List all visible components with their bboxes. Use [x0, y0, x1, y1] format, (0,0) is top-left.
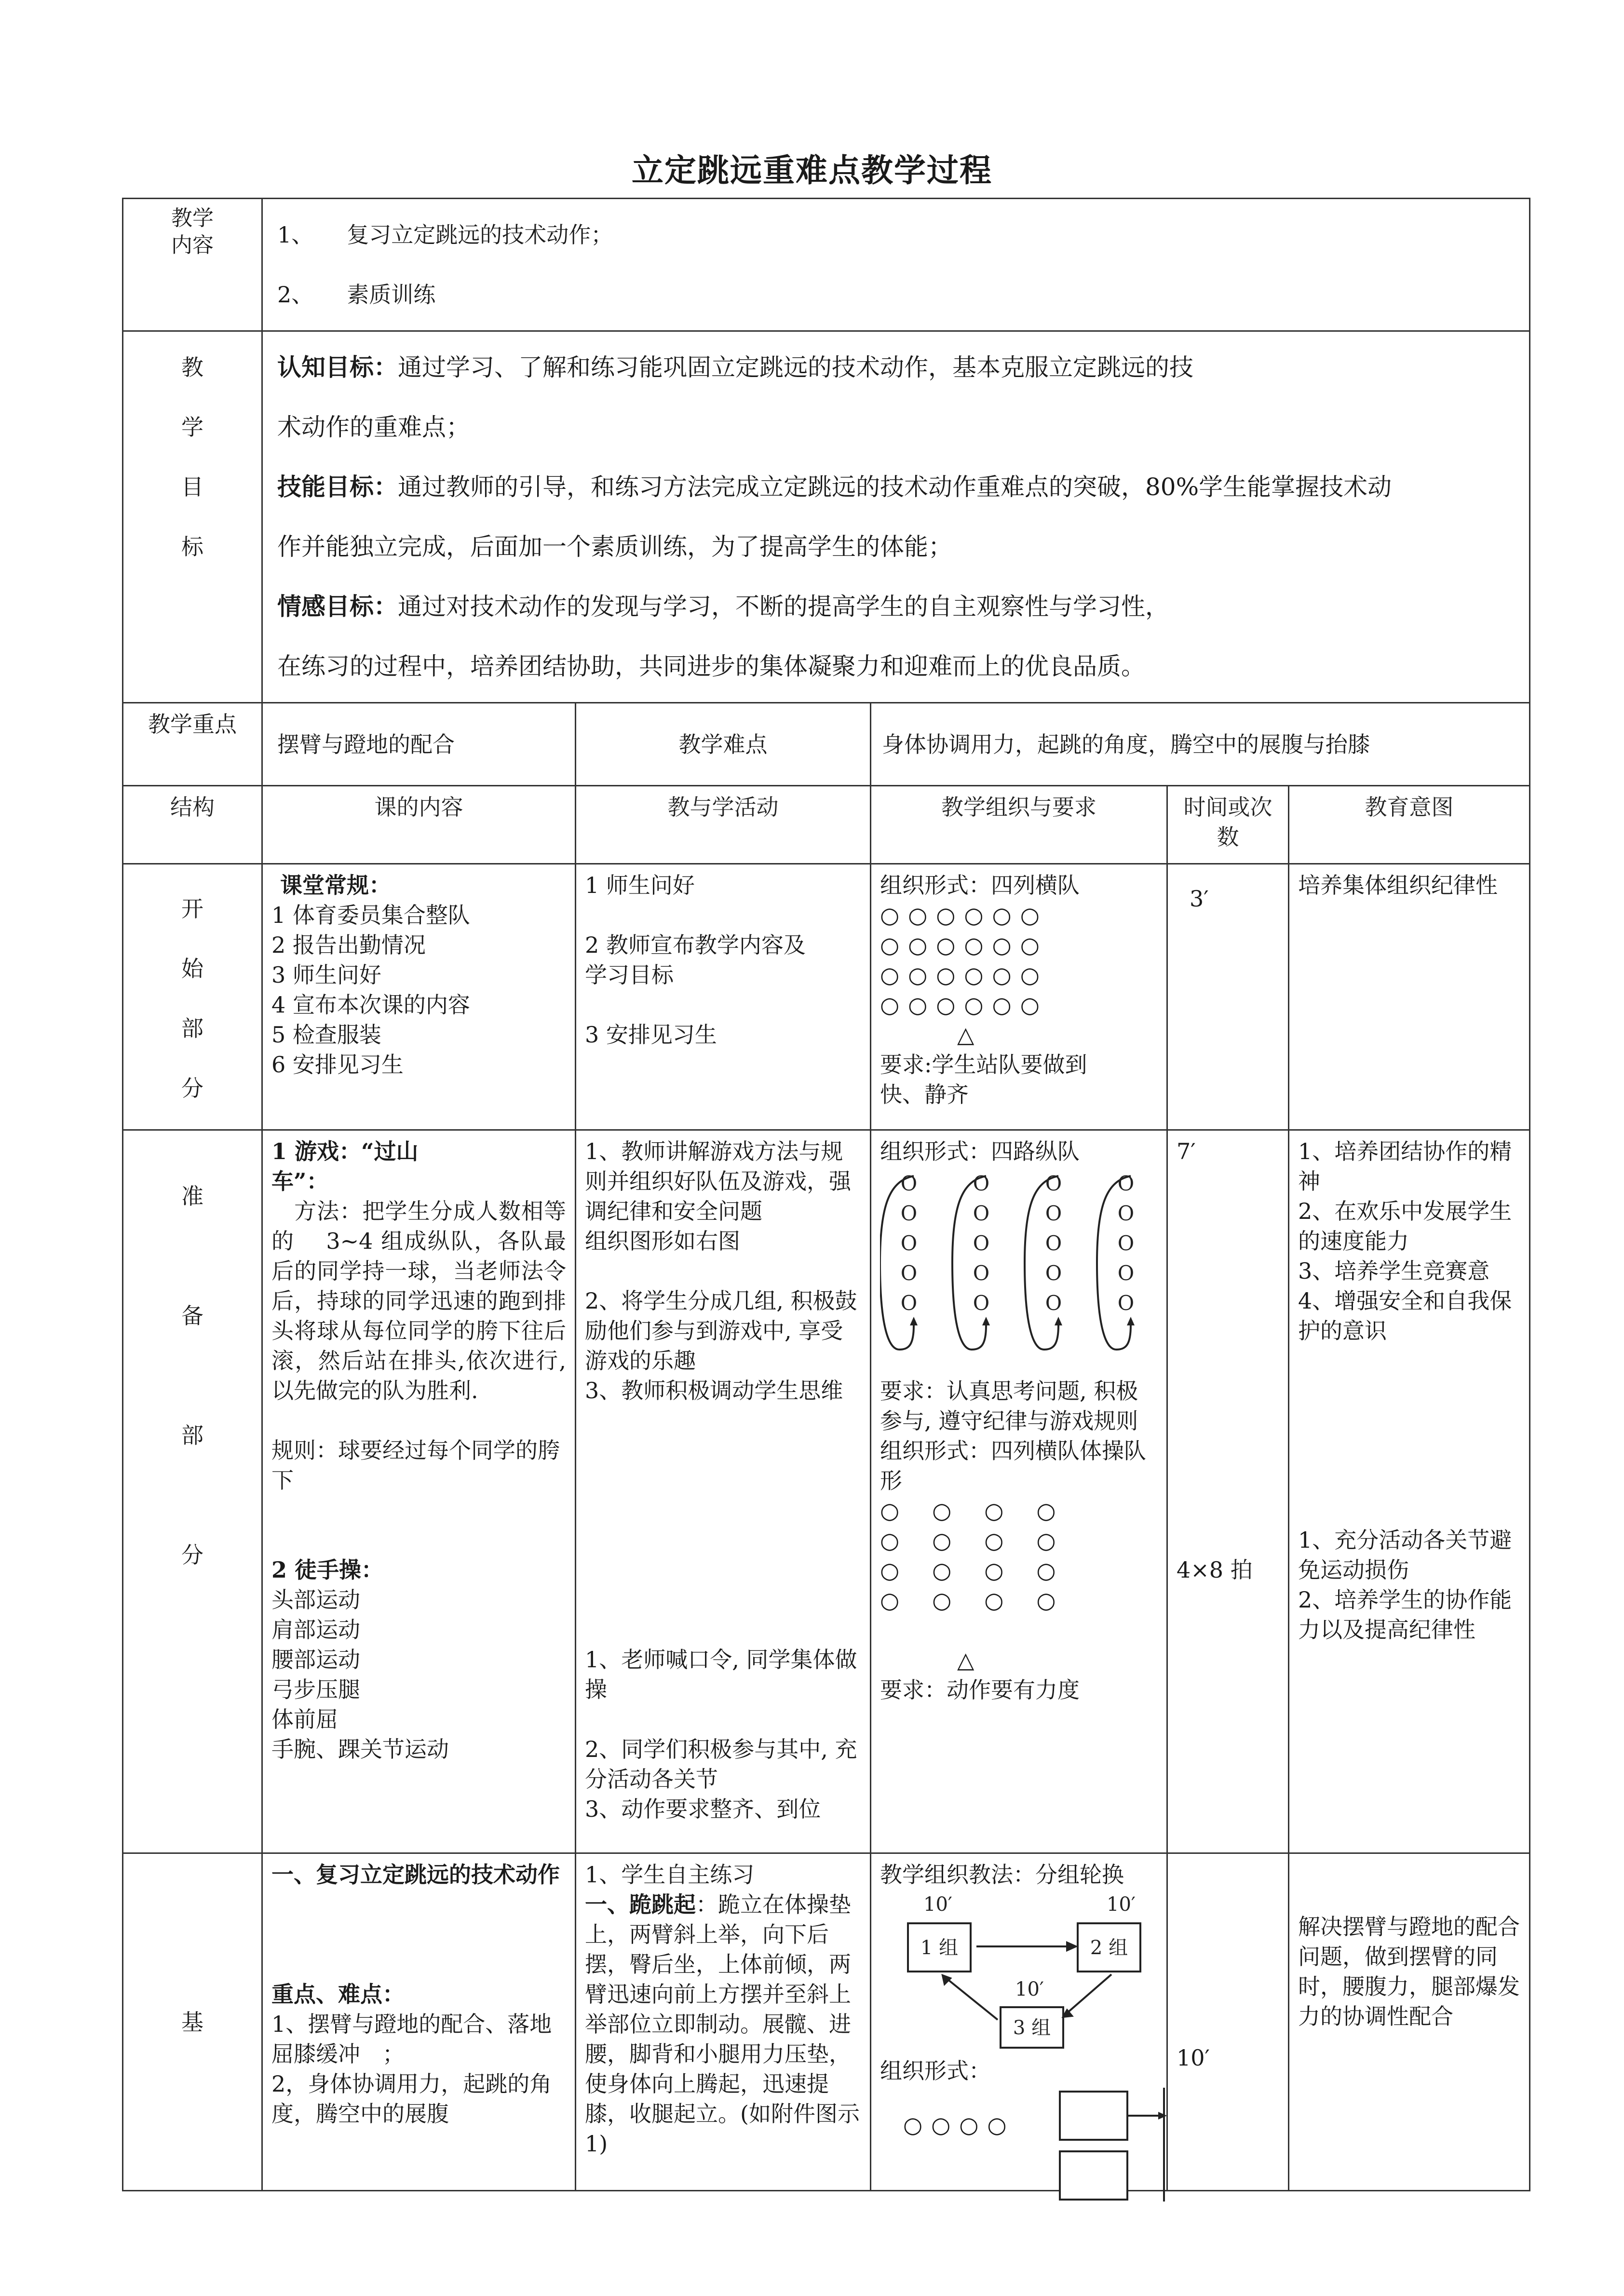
- basic-label: 基: [123, 1853, 262, 2191]
- column-mark: O: [900, 1172, 918, 1195]
- rotation-arrow: [1067, 1974, 1111, 2013]
- start-intent: 培养集体组织纪律性: [1289, 864, 1530, 1130]
- rotation-time: 10′: [1107, 1893, 1136, 1916]
- column-mark: O: [900, 1202, 918, 1225]
- start-content-item: 2 报告出勤情况: [271, 932, 426, 958]
- prep-label-char: 准: [181, 1183, 203, 1209]
- start-content-item: 4 宣布本次课的内容: [271, 992, 470, 1018]
- prep-intent: 1、充分活动各关节避免运动损伤: [1298, 1527, 1512, 1583]
- prep-activity: 2、将学生分成几组, 积极鼓励他们参与到游戏中, 享受游戏的乐趣: [585, 1288, 857, 1374]
- column-mark: O: [1045, 1261, 1062, 1285]
- emotion-goal-label: 情感目标：: [277, 592, 398, 621]
- key-label: 教学重点: [123, 703, 262, 786]
- lesson-plan-table: [122, 198, 1530, 2191]
- game-rule: 规则：球要经过每个同学的胯下: [271, 1437, 560, 1493]
- key-row: [123, 703, 1530, 786]
- column-mark: O: [900, 1231, 918, 1255]
- start-label-char: 始: [181, 956, 203, 982]
- column-mark: O: [973, 1231, 990, 1255]
- drill-item: 体前屈: [271, 1706, 338, 1732]
- column-mark: O: [973, 1172, 990, 1195]
- column-mark: O: [1045, 1172, 1062, 1195]
- column-mark: O: [1117, 1172, 1135, 1195]
- prep-activity: 3、教师积极调动学生思维: [585, 1378, 843, 1404]
- start-label-char: 开: [181, 896, 203, 922]
- arrow-head: [1055, 1317, 1062, 1325]
- rotation-arrow: [947, 1979, 998, 2020]
- drill-item: 头部运动: [271, 1587, 360, 1613]
- formation-row: ○○○○○○: [880, 932, 1048, 958]
- content-item-2: 2、 素质训练: [277, 282, 436, 308]
- prep-org-title-2: 组织形式：四列横队体操队形: [880, 1438, 1146, 1494]
- prep-activity: 2、同学们积极参与其中, 充分活动各关节: [585, 1736, 857, 1792]
- prep-label-char: 备: [181, 1303, 203, 1329]
- column-mark: O: [1117, 1231, 1135, 1255]
- arrow-head: [1158, 2112, 1167, 2120]
- cognitive-goal-text: 通过学习、了解和练习能巩固立定跳远的技术动作，基本克服立定跳远的技: [398, 353, 1193, 381]
- start-time: 3′: [1167, 864, 1289, 1130]
- header-activity: 教与学活动: [576, 786, 871, 864]
- start-label-char: 部: [181, 1015, 203, 1041]
- goals-label-char: 学: [181, 414, 203, 440]
- drill-item: 肩部运动: [271, 1617, 360, 1643]
- column-mark: O: [1045, 1291, 1062, 1315]
- arrow-head: [1067, 1943, 1076, 1950]
- mat-box: [1060, 2151, 1127, 2200]
- cognitive-goal-label: 认知目标：: [277, 353, 398, 381]
- basic-org-form: 组织形式：: [880, 2058, 991, 2084]
- column-mark: O: [1117, 1202, 1135, 1225]
- formation-row: ○○○○: [880, 1587, 1089, 1613]
- header-lesson-content: 课的内容: [262, 786, 576, 864]
- emotion-goal-text: 通过对技术动作的发现与学习，不断的提高学生的自主观察性与学习性，: [398, 593, 1169, 621]
- column-mark: O: [900, 1261, 918, 1285]
- start-activity: 3 安排见习生: [585, 1022, 717, 1048]
- start-section-row: [123, 864, 1530, 1130]
- prep-intent: 3、培养学生竞赛意: [1298, 1258, 1490, 1284]
- basic-activity-1: 1、学生自主练习: [585, 1862, 755, 1888]
- arrow-head: [982, 1317, 990, 1325]
- goals-label-char: 教: [181, 354, 203, 380]
- arrow-head: [1127, 1317, 1135, 1325]
- difficulty-label: 教学难点: [576, 703, 871, 786]
- basic-time: 10′: [1167, 1853, 1289, 2191]
- start-activity: 1 师生问好: [585, 872, 695, 898]
- drill-item: 腰部运动: [271, 1647, 360, 1673]
- column-mark: O: [1117, 1291, 1135, 1315]
- header-time: 数: [1217, 824, 1239, 850]
- column-formation-diagram: [880, 1166, 1155, 1369]
- emotion-goal-text: 在练习的过程中，培养团结协助，共同进步的集体凝聚力和迎难而上的优良品质。: [277, 652, 1145, 680]
- goals-row: [123, 331, 1530, 703]
- column-mark: O: [1117, 1261, 1135, 1285]
- start-activity: 2 教师宣布教学内容及: [585, 932, 806, 958]
- basic-content-title: 一、复习立定跳远的技术动作: [271, 1862, 560, 1888]
- prep-label-char: 部: [181, 1422, 203, 1448]
- start-content-item: 6 安排见习生: [271, 1052, 404, 1078]
- basic-key-item: 2，身体协调用力，起跳的角度，腾空中的展腹: [271, 2071, 552, 2127]
- column-mark: O: [1045, 1202, 1062, 1225]
- column-mark: O: [973, 1261, 990, 1285]
- formation-row: ○○○○: [903, 2112, 1015, 2138]
- prep-intent: 4、增强安全和自我保护的意识: [1298, 1288, 1512, 1344]
- prep-section-row: [123, 1130, 1530, 1853]
- skill-goal-text: 通过教师的引导，和练习方法完成立定跳远的技术动作重难点的突破，80%学生能掌握技术动: [398, 473, 1392, 501]
- start-content-item: 5 检查服装: [271, 1022, 381, 1048]
- prep-time-1: 7′: [1177, 1138, 1196, 1164]
- mat-diagram: [1056, 2088, 1172, 2203]
- formation-row: ○○○○○○: [880, 992, 1048, 1018]
- goals-label-char: 标: [181, 534, 203, 560]
- content-item-1: 1、 复习立定跳远的技术动作；: [277, 222, 613, 248]
- column-mark: O: [1045, 1231, 1062, 1255]
- prep-activity: 1、老师喊口令, 同学集体做操: [585, 1647, 857, 1702]
- basic-org-title: 教学组织教法：分组轮换: [880, 1862, 1124, 1888]
- start-content-item: 3 师生问好: [271, 962, 381, 988]
- prep-intent: 2、在欢乐中发展学生的速度能力: [1298, 1198, 1512, 1254]
- formation-row: ○○○○: [880, 1498, 1089, 1524]
- rotation-time: 10′: [1015, 1978, 1044, 2000]
- prep-org-title: 组织形式：四路纵队: [880, 1138, 1080, 1164]
- formation-row: ○○○○○○: [880, 962, 1048, 988]
- start-org-requirement: 快、静齐: [880, 1081, 969, 1107]
- goals-label-char: 目: [181, 474, 203, 500]
- prep-org-requirement: 要求：认真思考问题, 积极参与, 遵守纪律与游戏规则: [880, 1378, 1138, 1434]
- game-method: 方法：把学生分成人数相等的 3~4 组成纵队，各队最后的同学持一球，当老师法令后，持球的同学迅速的跑到排头将球从每位同学的胯下往后滚，然后站在排头,依次进行,以先做完的队为胜利.: [271, 1198, 566, 1404]
- header-time: 时间或次: [1183, 794, 1272, 820]
- key-value: 摆臂与蹬地的配合: [262, 703, 576, 786]
- header-row: [123, 786, 1530, 864]
- basic-section-row: [123, 1853, 1530, 2191]
- start-activity: 学习目标: [585, 962, 674, 988]
- rotation-time: 10′: [923, 1893, 952, 1916]
- basic-key-item: 1、摆臂与蹬地的配合、落地屈膝缓冲 ；: [271, 2011, 552, 2067]
- prep-intent: 1、培养团结协作的精神: [1298, 1138, 1512, 1194]
- formation-row: ○○○○: [880, 1557, 1089, 1583]
- formation-row: ○○○○○○: [880, 902, 1048, 928]
- content-row: [123, 199, 1530, 331]
- arrow-head: [943, 1975, 950, 1984]
- basic-intent: 解决摆臂与蹬地的配合问题，做到摆臂的同时，腰腹力，腿部爆发力的协调性配合: [1289, 1853, 1530, 2191]
- cognitive-goal-text: 术动作的重难点；: [277, 413, 470, 441]
- prep-org-requirement-2: 要求：动作要有力度: [880, 1677, 1080, 1703]
- column-mark: O: [973, 1291, 990, 1315]
- skill-goal-text: 作并能独立完成，后面加一个素质训练，为了提高学生的体能；: [277, 533, 952, 561]
- start-label-char: 分: [181, 1075, 203, 1101]
- content-label: 教学内容: [171, 206, 214, 257]
- skill-goal-label: 技能目标：: [277, 473, 398, 501]
- basic-activity-2-text: ：跪立在体操垫上，两臂斜上举，向下后摆，臀后坐，上体前倾，两臂迅速向前上方摆并至斜上举部位立即制动。展髋、进腰，脚背和小腿用力压垫，使身体向上腾起，迅速提膝，收腿起立。(如附件图示 1): [585, 1891, 860, 2157]
- drill-item: 弓步压腿: [271, 1676, 360, 1702]
- start-content-title: 课堂常规：: [280, 872, 391, 898]
- prep-activity: 组织图形如右图: [585, 1228, 740, 1254]
- teacher-mark: △: [957, 1647, 974, 1673]
- basic-key-title: 重点、难点：: [271, 1981, 405, 2007]
- formation-row: ○○○○: [880, 1527, 1089, 1553]
- drill-item: 手腕、踝关节运动: [271, 1736, 449, 1762]
- header-organization: 教学组织与要求: [871, 786, 1167, 864]
- game-title: 车”：: [271, 1168, 329, 1194]
- start-content-item: 1 体育委员集合整队: [271, 902, 470, 928]
- start-org-title: 组织形式：四列横队: [880, 872, 1080, 898]
- start-org-requirement: 要求:学生站队要做到: [880, 1052, 1087, 1078]
- basic-activity-2-label: 一、跪跳起: [585, 1891, 696, 1918]
- teacher-mark: △: [957, 1022, 974, 1048]
- drill-title: 2 徒手操：: [271, 1557, 384, 1583]
- arrow-head: [910, 1317, 918, 1325]
- prep-intent: 2、培养学生的协作能力以及提高纪律性: [1298, 1587, 1512, 1643]
- prep-time-2: 4×8 拍: [1177, 1557, 1253, 1583]
- difficulty-value: 身体协调用力，起跳的角度，腾空中的展腹与抬膝: [871, 703, 1530, 786]
- prep-label-char: 分: [181, 1542, 203, 1568]
- prep-activity: 1、教师讲解游戏方法与规则并组织好队伍及游戏，强调纪律和安全问题: [585, 1138, 851, 1224]
- page-title: 立定跳远重难点教学过程: [632, 151, 992, 189]
- game-title: 1 游戏：“过山: [271, 1138, 419, 1164]
- header-intent: 教育意图: [1289, 786, 1530, 864]
- rotation-diagram: [880, 1890, 1155, 2049]
- group-1-label: 1 组: [920, 1937, 959, 1959]
- column-mark: O: [973, 1202, 990, 1225]
- column-mark: O: [900, 1291, 918, 1315]
- mat-box: [1060, 2092, 1127, 2140]
- group-2-label: 2 组: [1090, 1937, 1128, 1959]
- header-structure: 结构: [123, 786, 262, 864]
- prep-activity: 3、动作要求整齐、到位: [585, 1796, 821, 1822]
- group-3-label: 3 组: [1013, 2017, 1051, 2039]
